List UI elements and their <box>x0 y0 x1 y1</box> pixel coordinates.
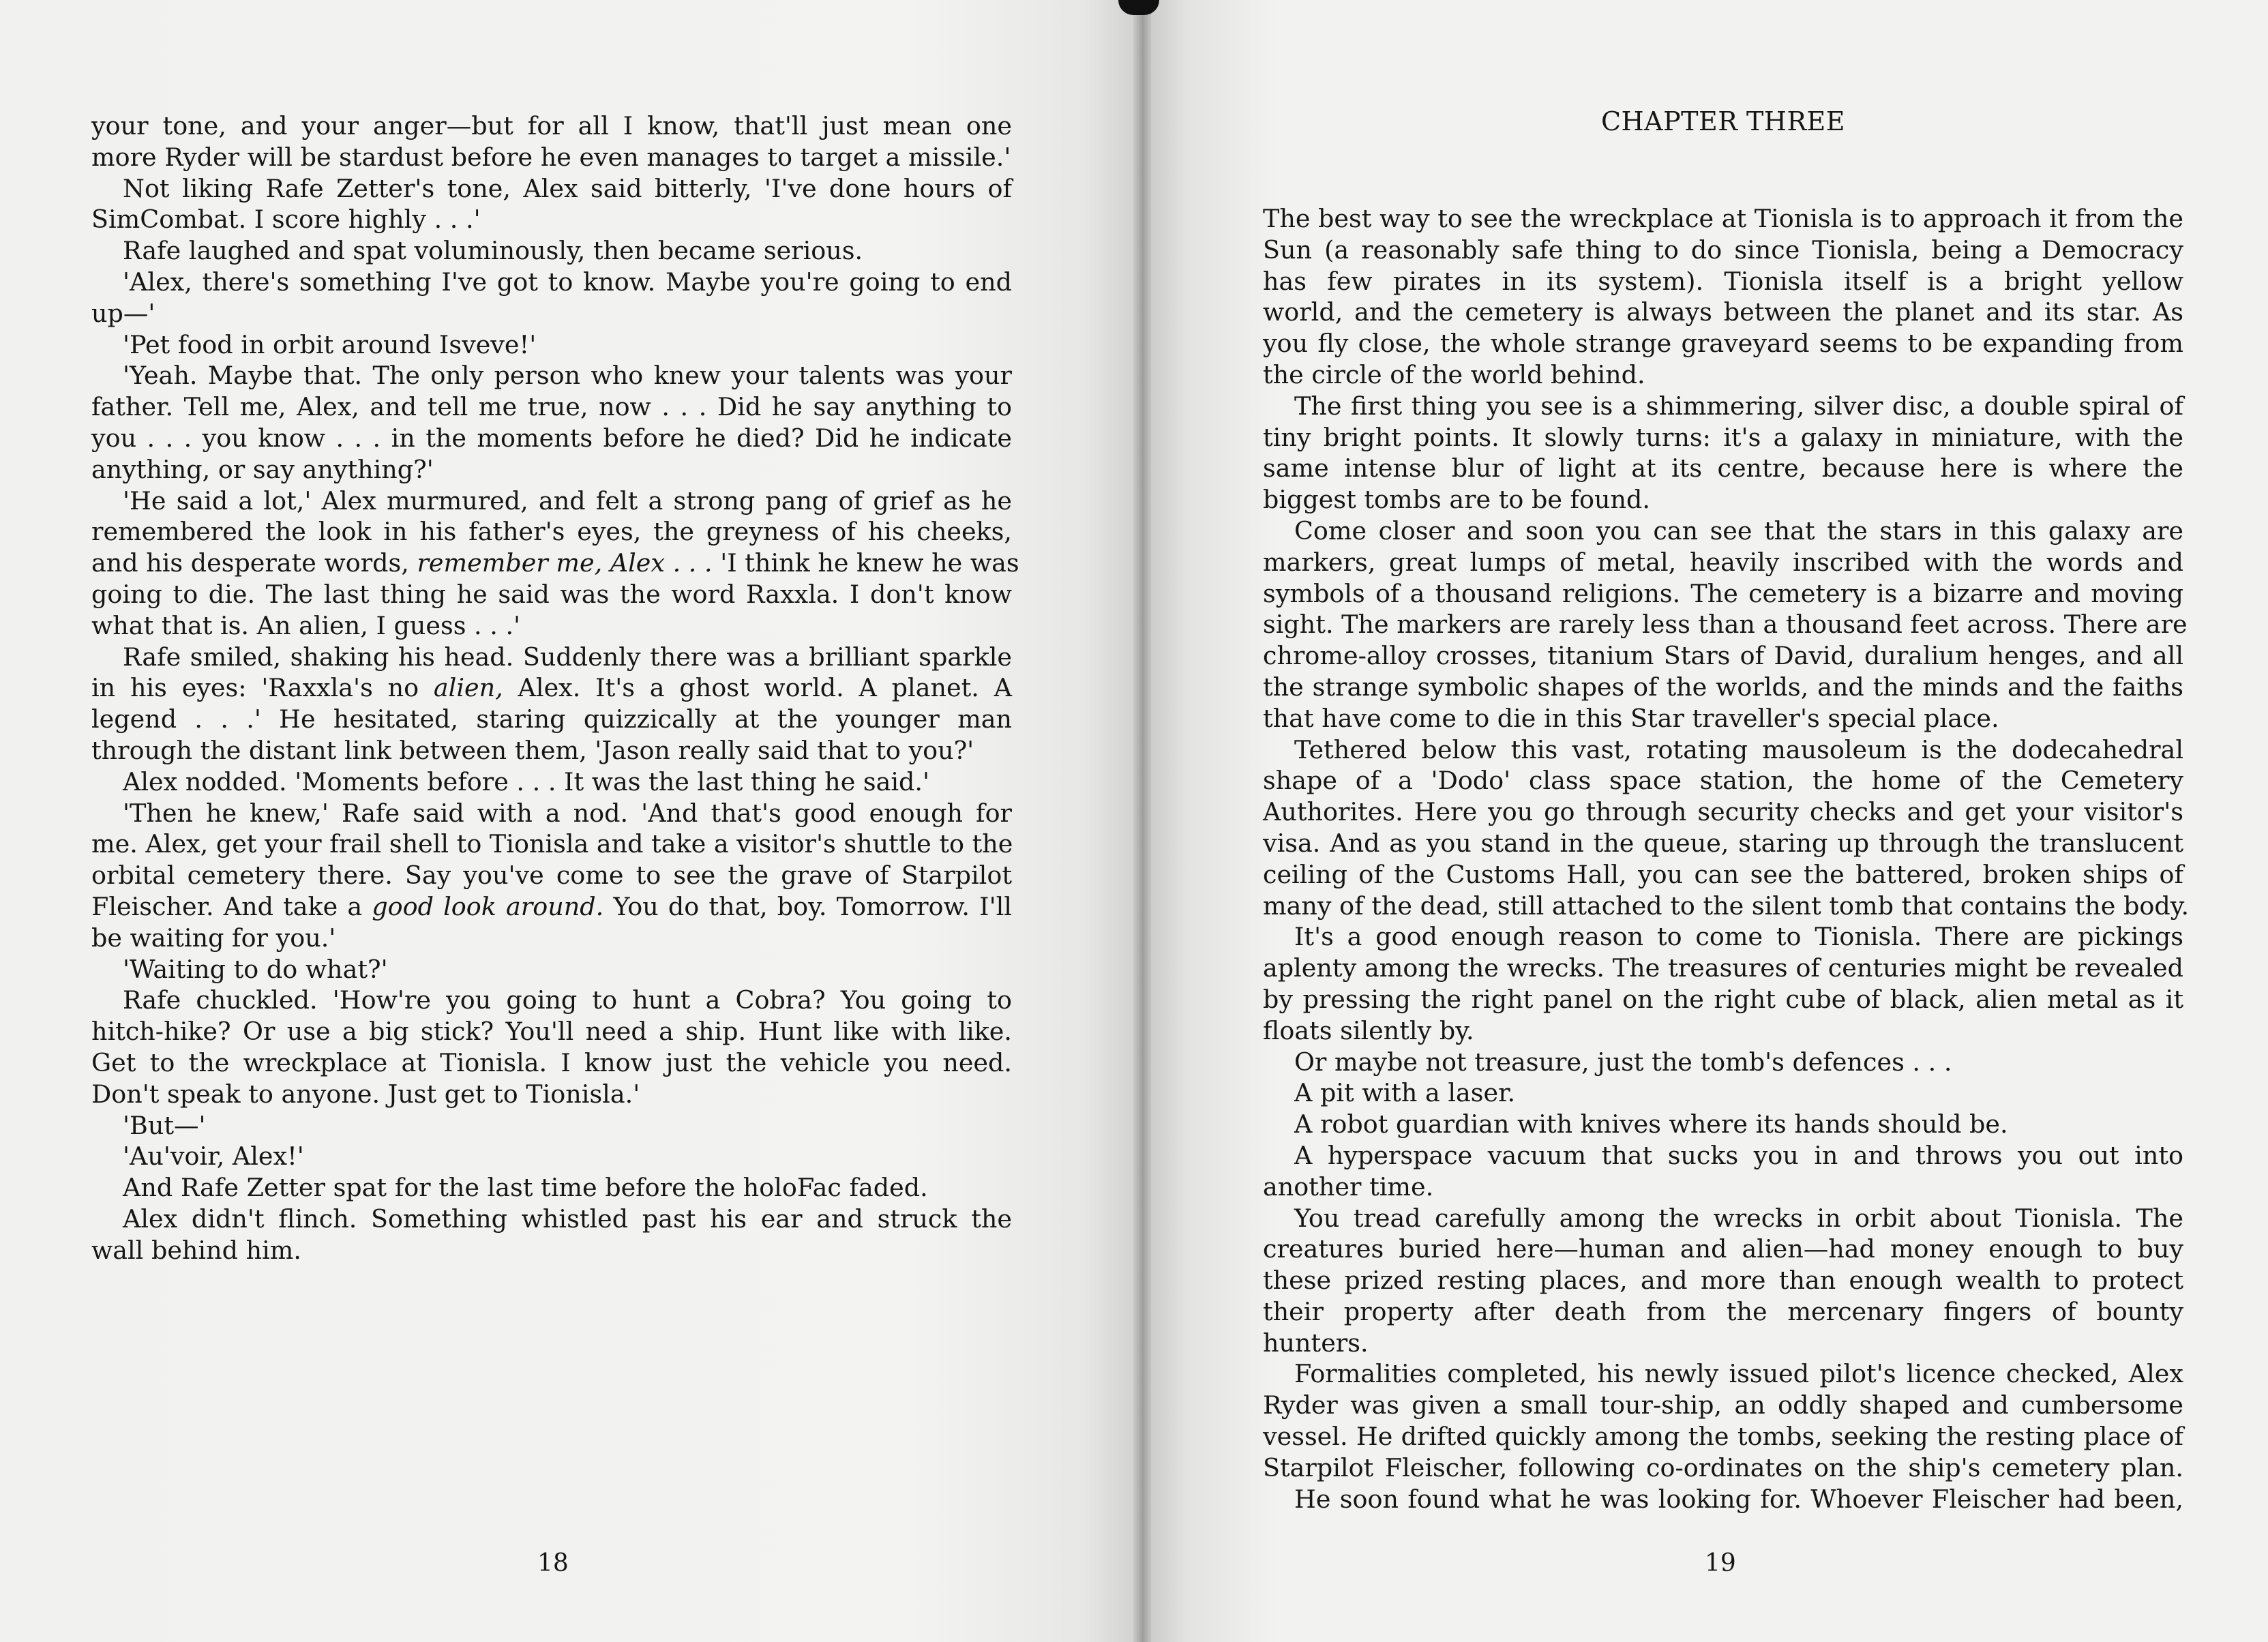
text-line: You tread carefully among the wrecks in orbit about Tionisla. The <box>1294 1203 2183 1233</box>
text-line: He soon found what he was looking for. Whoever Fleischer had been, <box>1294 1484 2183 1514</box>
text-line: anything, or say anything?' <box>91 454 434 484</box>
text-line: your tone, and your anger—but for all I know, that'll just mean one <box>91 111 1012 140</box>
text-line: markers, great lumps of metal, heavily inscribed with the words and <box>1263 547 2183 577</box>
page-number-right: 19 <box>1705 1549 1736 1577</box>
text-line: chrome-alloy crosses, titanium Stars of David, duralium henges, and all <box>1263 641 2183 671</box>
text-line: The best way to see the wreckplace at Tionisla is to approach it from the <box>1263 204 2184 233</box>
text-line: going to die. The last thing he said was the word Raxxla. I don't know <box>91 579 1012 609</box>
text-line: tiny bright points. It slowly turns: it's a galaxy in miniature, with the <box>1263 422 2183 452</box>
page-number-left: 18 <box>537 1549 569 1577</box>
text-line: Get to the wreckplace at Tionisla. I know just the vehicle you need. <box>91 1047 1012 1077</box>
text-line: the circle of the world behind. <box>1263 359 1645 389</box>
text-line: ceiling of the Customs Hall, you can see the battered, broken ships of <box>1263 859 2183 889</box>
text-line: Starpilot Fleischer, following co-ordinates on the ship's cemetery plan. <box>1263 1452 2183 1482</box>
text-line: wall behind him. <box>91 1235 301 1265</box>
text-line: aplenty among the wrecks. The treasures of centuries might be revealed <box>1263 953 2183 983</box>
text-line: same intense blur of light at its centre, because here is where the <box>1263 453 2183 483</box>
text-line: Not liking Rafe Zetter's tone, Alex said bitterly, 'I've done hours of <box>123 173 1012 203</box>
text-line: the strange symbolic shapes of the worlds, and the minds and the faiths <box>1263 672 2183 702</box>
text-line: Rafe smiled, shaking his head. Suddenly there was a brilliant sparkle <box>123 642 1012 672</box>
left-page-text <box>91 110 1019 1266</box>
text-line: you fly close, the whole strange graveyard seems to be expanding from <box>1263 329 2183 359</box>
text-line: Alex nodded. 'Moments before . . . It was the last thing he said.' <box>123 766 930 796</box>
text-line: by pressing the right panel on the right cube of black, alien metal as it <box>1263 984 2183 1014</box>
text-line: A pit with a laser. <box>1294 1078 1516 1108</box>
text-line: biggest tombs are to be found. <box>1263 485 1651 515</box>
text-line: 'He said a lot,' Alex murmured, and felt a strong pang of grief as he <box>123 486 1012 516</box>
text-line: legend . . .' He hesitated, staring quizzically at the younger man <box>91 704 1012 734</box>
text-line: It's a good enough reason to come to Tionisla. There are pickings <box>1294 922 2183 952</box>
text-line: me. Alex, get your frail shell to Tionisla and take a visitor's shuttle to the <box>91 829 1013 859</box>
text-line: symbols of a thousand religions. The cemetery is a bizarre and moving <box>1263 578 2183 608</box>
text-line: hunters. <box>1263 1328 1369 1358</box>
text-line: their property after death from the mercenary fingers of bounty <box>1263 1296 2183 1326</box>
text-line: Rafe laughed and spat voluminously, then became serious. <box>123 236 863 266</box>
text-line: floats silently by. <box>1263 1015 1474 1045</box>
text-line: 'But—' <box>123 1110 206 1140</box>
right-page-text <box>1263 203 2190 1514</box>
text-line: orbital cemetery there. Say you've come to see the grave of Starpilot <box>91 861 1012 891</box>
text-line: 'Au'voir, Alex!' <box>123 1141 304 1171</box>
text-line: world, and the cemetery is always between the planet and its star. As <box>1263 297 2183 327</box>
text-line: another time. <box>1263 1171 1434 1201</box>
text-line: Ryder was given a small tour-ship, an oddly shaped and cumbersome <box>1263 1390 2183 1420</box>
text-line: A robot guardian with knives where its hands should be. <box>1294 1109 2008 1139</box>
text-line: many of the dead, still attached to the silent tomb that contains the body. <box>1263 891 2190 921</box>
text-line: these prized resting places, and more than enough wealth to protect <box>1263 1266 2183 1296</box>
text-line: 'Pet food in orbit around Isveve!' <box>123 329 537 359</box>
text-line: 'Alex, there's something I've got to know. Maybe you're going to end <box>123 267 1012 297</box>
text-line: creatures buried here—human and alien—had money enough to buy <box>1263 1234 2183 1264</box>
chapter-title: CHAPTER THREE <box>1600 106 1846 136</box>
text-line: Alex didn't flinch. Something whistled past his ear and struck the <box>123 1204 1012 1234</box>
text-line: father. Tell me, Alex, and tell me true, now . . . Did he say anything to <box>91 392 1012 422</box>
text-line: Rafe chuckled. 'How're you going to hunt a Cobra? You going to <box>123 985 1012 1015</box>
text-line: Come closer and soon you can see that the stars in this galaxy are <box>1294 516 2183 546</box>
text-line: up—' <box>91 298 155 328</box>
text-line: Or maybe not treasure, just the tomb's defences . . . <box>1294 1047 1952 1077</box>
text-line: through the distant link between them, 'Jason really said that to you?' <box>91 735 974 765</box>
text-line: Authorites. Here you go through security checks and get your visitor's <box>1263 797 2183 827</box>
text-line: be waiting for you.' <box>91 923 336 953</box>
book-gutter <box>1133 0 1151 1642</box>
text-line: has few pirates in its system). Tionisla itself is a bright yellow <box>1263 266 2183 296</box>
text-line: 'Then he knew,' Rafe said with a nod. 'And that's good enough for <box>123 798 1012 828</box>
text-line: hitch-hike? Or use a big stick? You'll need a ship. Hunt like with like. <box>91 1017 1012 1047</box>
text-line: 'Yeah. Maybe that. The only person who knew your talents was your <box>123 361 1012 391</box>
text-line: vessel. He drifted quickly among the tombs, seeking the resting place of <box>1263 1422 2183 1452</box>
text-line: SimCombat. I score highly . . .' <box>91 205 481 235</box>
text-line: And Rafe Zetter spat for the last time before the holoFac faded. <box>123 1173 928 1203</box>
text-line: you . . . you know . . . in the moments before he died? Did he indicate <box>91 423 1012 453</box>
text-line: more Ryder will be stardust before he even manages to target a missile.' <box>91 142 1011 172</box>
text-line: sight. The markers are rarely less than a thousand feet across. There are <box>1263 610 2188 640</box>
text-line: Sun (a reasonably safe thing to do since Tionisla, being a Democracy <box>1263 235 2183 265</box>
text-line: what that is. An alien, I guess . . .' <box>91 610 521 640</box>
text-line: Tethered below this vast, rotating mausoleum is the dodecahedral <box>1294 734 2183 764</box>
text-line: that have come to die in this Star traveller's special place. <box>1263 703 1999 733</box>
text-line: 'Waiting to do what?' <box>123 954 388 984</box>
text-line: shape of a 'Dodo' class space station, the home of the Cemetery <box>1263 766 2183 796</box>
text-line: A hyperspace vacuum that sucks you in and throws you out into <box>1294 1140 2183 1170</box>
text-line: and his desperate words, remember me, Alex . . . 'I think he knew he was <box>91 548 1019 578</box>
text-line: visa. And as you stand in the queue, staring up through the translucent <box>1263 828 2183 858</box>
text-line: The first thing you see is a shimmering, silver disc, a double spiral of <box>1294 391 2183 421</box>
text-line: Don't speak to anyone. Just get to Tionisla.' <box>91 1079 640 1109</box>
text-line: Formalities completed, his newly issued pilot's licence checked, Alex <box>1294 1359 2183 1389</box>
text-line: in his eyes: 'Raxxla's no alien, Alex. It's a ghost world. A planet. A <box>91 673 1013 703</box>
text-line: Fleischer. And take a good look around. You do that, boy. Tomorrow. I'll <box>91 891 1012 921</box>
text-line: remembered the look in his father's eyes, the greyness of his cheeks, <box>91 517 1012 547</box>
